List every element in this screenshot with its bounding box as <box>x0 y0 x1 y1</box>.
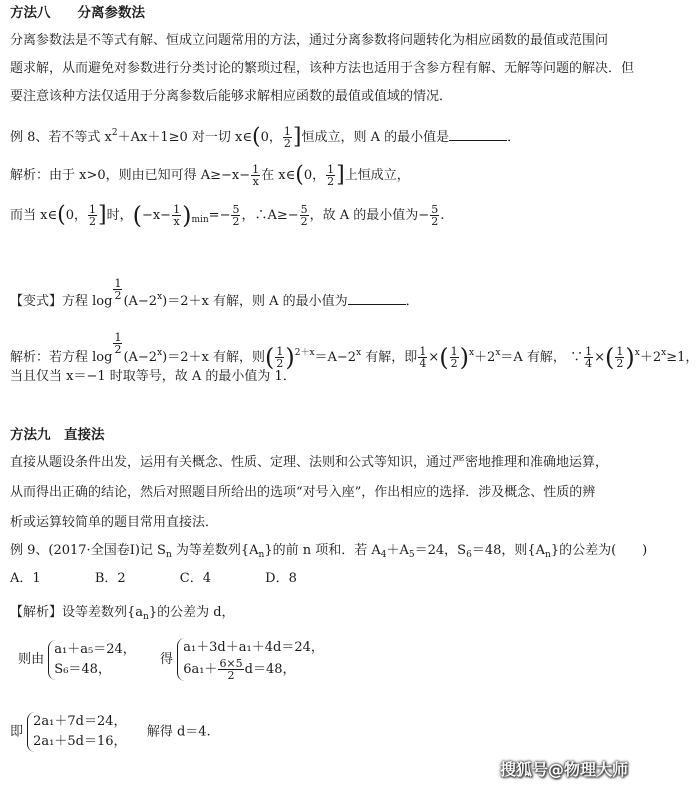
example8: 例 8、若不等式 $x^2+Ax+1\ge 0$ 对一切 x∈(0， $\frac{1}{2}$ ]恒成立，则 A 的最小值是 ． <box>10 124 521 150</box>
variant: 【变式】方程 log $\frac{1}{2}$ $(A-2^x)=2+x$ 有解，则 A 的最小值为 ． <box>10 277 419 309</box>
option-d: D．8 <box>265 571 297 586</box>
method9-para-line2: 从而得出正确的结论，然后对照题目所给出的选项“对号入座”，作出相应的选择．涉及概念、性质的辨 <box>10 485 596 500</box>
system-2: a₁＋3d＋a₁＋4d＝24， 6a₁＋ $\frac{6\times 5}{2}$ d＝48， <box>177 638 324 681</box>
option-b: B．2 <box>94 571 126 586</box>
method9-heading: 方法九 直接法 <box>10 427 105 443</box>
system-1: a₁＋a₅＝24， S₆＝48， <box>48 640 135 680</box>
options <box>10 570 630 588</box>
variant-solution-line2: 当且仅当 x＝−1 时取等号，故 A 的最小值为 1． <box>10 369 296 384</box>
example9: 例 9、(2017·全国卷Ⅰ)记 $S_n$ 为等差数列$\{A_n\}$的前 n 项和．若 $A_4+A_5=24$，$S_6=48$，则$\{A_n\}$的公差为( ) <box>10 543 648 560</box>
option-c: C．4 <box>179 571 211 586</box>
solution8-line2: 而当 x∈(0， $\frac{1}{2}$ ]时，(−x− $\frac{1}{x}$ )$_{min}=-$ $\frac{5}{2}$ ，∴A≥− $\frac{5}{2}$ ，故 A 的最小值为− $\frac{5}{2}$ . <box>10 201 445 230</box>
method8-para-line2: 题求解，从而避免对参数进行分类讨论的繁琐过程，该种方法也适用于含参方程有解、无解等问题的解决．但 <box>10 61 635 76</box>
method8-para-line1: 分离参数法是不等式有解、恒成立问题常用的方法，通过分离参数将问题转化为相应函数的最值或范围问 <box>10 33 609 48</box>
option-a: A．1 <box>10 571 41 586</box>
watermark: 搜狐号@物理大师 <box>499 760 628 779</box>
method9-para-line3: 析或运算较简单的题目常用直接法． <box>10 515 219 530</box>
system-3: 2a₁＋7d＝24， 2a₁＋5d＝16， <box>27 712 126 752</box>
method8-heading: 方法八 分离参数法 <box>10 5 145 21</box>
solution8-line1: 解析：由于 x>0，则由已知可得 A≥−x− $\frac{1}{x}$ 在 x∈(0， $\frac{1}{2}$ ]上恒成立， <box>10 162 410 188</box>
variant-answer-blank <box>348 292 406 305</box>
solution9-result: 即 2a₁＋7d＝24， 2a₁＋5d＝16， 解得 d＝4. <box>10 712 630 758</box>
answer-blank <box>449 128 507 141</box>
solution9-systems: 则由 a₁＋a₅＝24， S₆＝48， 得 a₁＋3d＋a₁＋4d＝24， 6a₁＋ $\frac{6\times 5}{2}$ d＝48， <box>18 640 324 682</box>
solution9-head: 【解析】设等差数列$\{a_n\}$的公差为 d， <box>10 605 235 622</box>
variant-solution: 解析：若方程 log $\frac{1}{2}$ $(A-2^x)=2+x$ 有解，则( $\frac{1}{2}$ )$^{2+x}=A-2^x$ 有解，即 $\frac{1}{4}$ ×( $\frac{1}{2}$ )$^x+2^x=A$ 有解， ∵ $\frac{1}{4}$ ×( $\frac{1}{2}$ )$^x+2^x\ge 1$， <box>10 331 698 372</box>
method9-para-line1: 直接从题设条件出发，运用有关概念、性质、定理、法则和公式等知识，通过严密地推理和准确地运算， <box>10 455 609 470</box>
method8-para-line3: 要注意该种方法仅适用于分离参数后能够求解相应函数的最值或值域的情况． <box>10 89 453 104</box>
